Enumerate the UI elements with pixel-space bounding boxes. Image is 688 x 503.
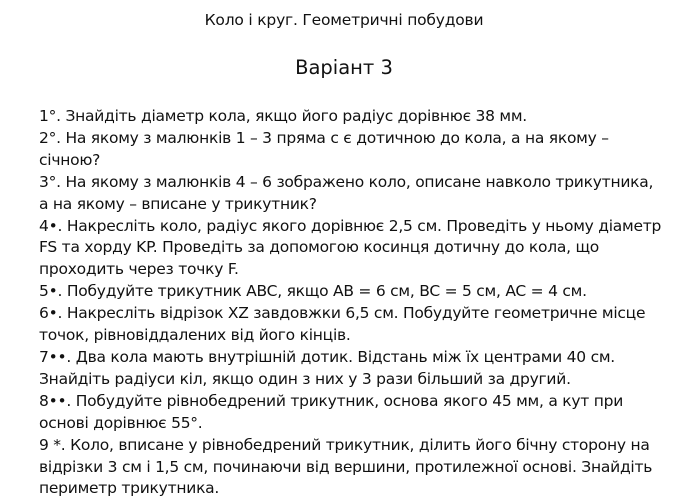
task-7: [39, 347, 683, 391]
task-1: [39, 106, 683, 128]
task-line: 5•. Побудуйте трикутник ABC, якщо AB = 6 см, BC = 5 см, AC = 4 см.: [39, 282, 587, 301]
document-title: Коло і круг. Геометричні побудови: [204, 11, 484, 29]
task-line: 4•. Накресліть коло, радіус якого дорівнює 2,5 см. Проведіть у ньому діаметр: [39, 216, 662, 235]
task-line: 9 *. Коло, вписане у рівнобедрений трикутник, ділить його бічну сторону на: [39, 435, 650, 454]
task-line: основі дорівнює 55°.: [39, 413, 203, 432]
task-line: 8••. Побудуйте рівнобедрений трикутник, основа якого 45 мм, а кут при: [39, 391, 624, 410]
task-line: січною?: [39, 150, 101, 169]
task-5: [39, 281, 683, 303]
task-line: 7••. Два кола мають внутрішній дотик. Відстань між їх центрами 40 см.: [39, 347, 615, 366]
task-line: Знайдіть радіуси кіл, якщо один з них у 3 рази більший за другий.: [39, 369, 571, 388]
task-line: FS та хорду KP. Проведіть за допомогою косинця дотичну до кола, що: [39, 238, 600, 257]
task-8: [39, 391, 683, 435]
task-line: периметр трикутника.: [39, 479, 220, 498]
task-line: проходить через точку F.: [39, 260, 239, 279]
task-line: 3°. На якому з малюнків 4 – 6 зображено коло, описане навколо трикутника,: [39, 172, 654, 191]
task-line: а на якому – вписане у трикутник?: [39, 194, 317, 213]
task-line: 6•. Накресліть відрізок XZ завдовжки 6,5 см. Побудуйте геометричне місце: [39, 304, 646, 323]
task-line: 1°. Знайдіть діаметр кола, якщо його радіус дорівнює 38 мм.: [39, 107, 527, 125]
task-3: [39, 172, 683, 216]
task-line: 2°. На якому з малюнків 1 – 3 пряма с є дотичною до кола, а на якому –: [39, 128, 609, 147]
task-list: [39, 106, 683, 500]
task-4: [39, 216, 683, 282]
task-6: [39, 303, 683, 347]
task-9: [39, 435, 683, 501]
task-line: точок, рівновіддалених від його кінців.: [39, 326, 351, 345]
task-line: відрізки 3 см і 1,5 см, починаючи від вершини, протилежної основі. Знайдіть: [39, 457, 653, 476]
task-2: [39, 128, 683, 172]
variant-title: Варіант 3: [295, 56, 393, 79]
